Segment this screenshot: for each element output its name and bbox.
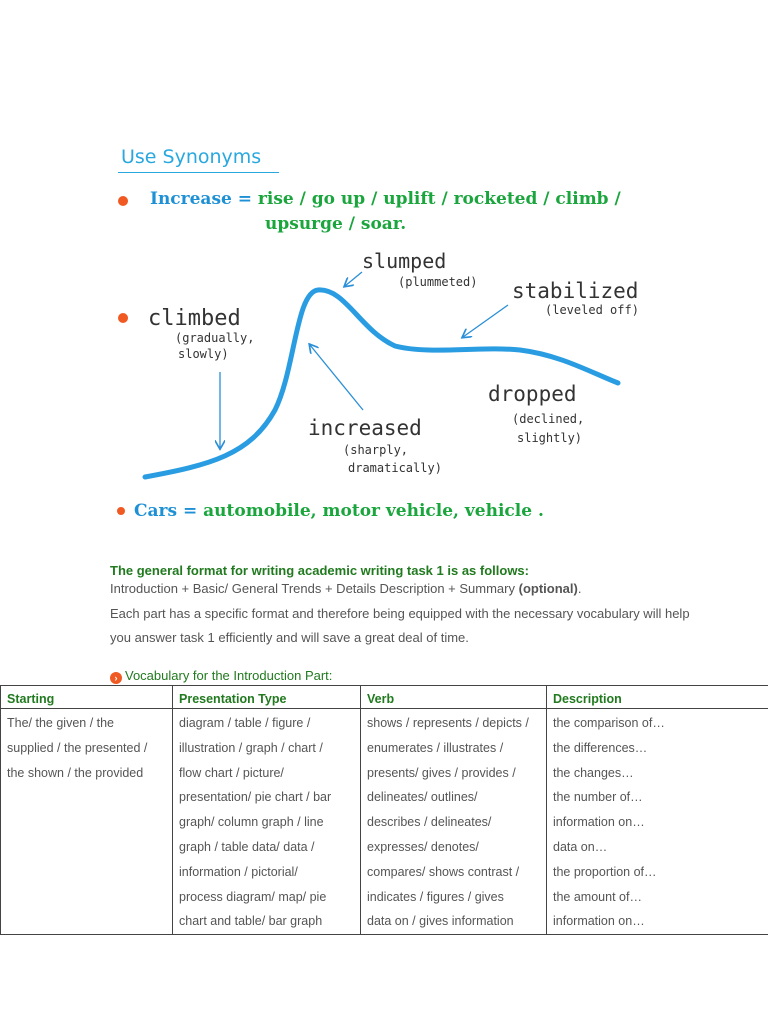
cell-line: process diagram/ map/ pie: [179, 889, 327, 904]
cell-line: presents/ gives / provides /: [367, 765, 516, 780]
arrow-slumped: [345, 272, 362, 286]
cell-line: delineates/ outlines/: [367, 790, 478, 805]
vocab-heading: [110, 668, 332, 684]
cars-line: [134, 501, 544, 521]
label-dropped-sub-1: (declined,: [512, 412, 585, 426]
cell-line: the changes…: [553, 765, 634, 780]
vocab-table: [0, 685, 768, 935]
label-climbed-sub-1: (gradually,: [175, 331, 255, 345]
cell-line: illustration / graph / chart /: [179, 740, 323, 755]
arrow-increased: [310, 345, 363, 410]
cell-line: The/ the given / the: [7, 716, 115, 730]
table-row: [1, 709, 768, 935]
cell-line: information on…: [553, 914, 645, 929]
table-header-row: [1, 686, 768, 709]
header-description: Description: [547, 686, 768, 709]
format-line-1-optional: (optional): [518, 581, 578, 596]
cell-verb: [361, 709, 547, 935]
cell-line: the comparison of…: [553, 716, 665, 730]
label-climbed: climbed: [148, 306, 241, 331]
cell-line: shows / represents / depicts /: [367, 716, 529, 730]
page-title: Use Synonyms: [121, 146, 262, 168]
cell-description: [547, 709, 768, 935]
header-presentation-type: Presentation Type: [173, 686, 361, 709]
trend-diagram: [0, 0, 768, 500]
cell-line: the shown / the provided: [7, 765, 144, 780]
cell-line: the number of…: [553, 790, 643, 805]
label-increased-sub-1: (sharply,: [343, 443, 409, 457]
cell-line: flow chart / picture/: [179, 765, 284, 780]
cell-line: data on…: [553, 839, 608, 854]
increase-list-1: rise / go up / uplift / rocketed / climb /: [257, 189, 621, 209]
cell-line: compares/ shows contrast /: [367, 864, 520, 879]
label-increased: increased: [308, 416, 422, 440]
vocab-heading-text: Vocabulary for the Introduction Part:: [125, 668, 333, 683]
cell-line: the differences…: [553, 740, 648, 755]
cell-line: chart and table/ bar graph: [179, 914, 323, 929]
format-line-1-end: .: [577, 581, 582, 596]
cell-line: information / pictorial/: [179, 864, 298, 879]
header-starting: Starting: [1, 686, 173, 709]
cell-line: expresses/ denotes/: [367, 839, 479, 854]
label-increased-sub-2: dramatically): [348, 461, 442, 475]
bullet-climbed: [118, 313, 128, 323]
increase-word: Increase =: [150, 189, 252, 209]
label-slumped-sub: (plummeted): [398, 275, 478, 289]
format-line-2: Each part has a specific format and therefore being equipped with the necessary vocabulary will help: [110, 606, 690, 621]
format-line-3: you answer task 1 efficiently and will save a great deal of time.: [110, 630, 469, 645]
format-line-1: [110, 581, 581, 596]
cell-line: presentation/ pie chart / bar: [179, 790, 332, 805]
cell-line: diagram / table / figure /: [179, 716, 311, 730]
cell-line: describes / delineates/: [367, 815, 492, 830]
format-heading: The general format for writing academic writing task 1 is as follows:: [110, 563, 529, 578]
bullet-cars: [117, 507, 125, 515]
cell-line: graph/ column graph / line: [179, 815, 324, 830]
arrow-stabilized: [463, 305, 508, 337]
label-dropped: dropped: [488, 382, 577, 406]
label-slumped: slumped: [362, 249, 447, 273]
cars-word: Cars =: [134, 501, 198, 521]
cell-line: the proportion of…: [553, 864, 657, 879]
cell-line: indicates / figures / gives: [367, 889, 504, 904]
cell-line: data on / gives information: [367, 914, 514, 929]
cars-list: automobile, motor vehicle, vehicle .: [203, 501, 544, 521]
header-verb: Verb: [361, 686, 547, 709]
cell-presentation-type: [173, 709, 361, 935]
cell-line: graph / table data/ data /: [179, 839, 315, 854]
cell-starting: [1, 709, 173, 935]
cell-line: supplied / the presented /: [7, 740, 148, 755]
label-climbed-sub-2: slowly): [178, 347, 229, 361]
increase-line-2: upsurge / soar.: [265, 214, 407, 234]
chevron-right-icon: ›: [110, 672, 122, 684]
format-line-1-main: Introduction + Basic/ General Trends + Details Description + Summary: [110, 581, 519, 596]
label-stabilized: stabilized: [512, 279, 639, 303]
cell-line: enumerates / illustrates /: [367, 740, 504, 755]
label-stabilized-sub: (leveled off): [545, 303, 639, 317]
cell-line: the amount of…: [553, 889, 642, 904]
label-dropped-sub-2: slightly): [517, 431, 583, 445]
cell-line: information on…: [553, 815, 645, 830]
